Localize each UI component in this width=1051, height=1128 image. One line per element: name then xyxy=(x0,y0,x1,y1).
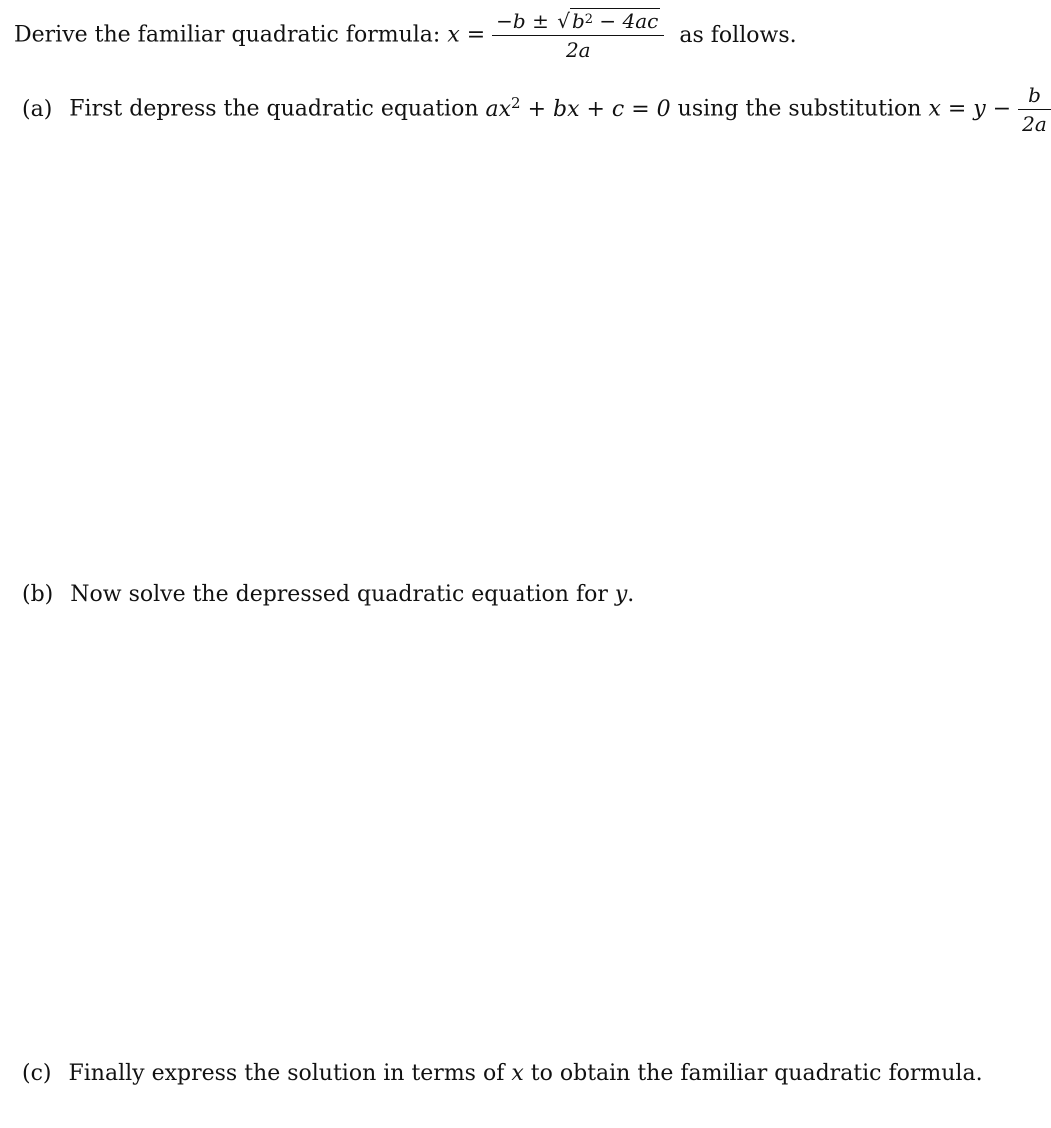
formula-numerator xyxy=(492,10,664,36)
part-c-text-before: Finally express the solution in terms of xyxy=(68,1061,505,1086)
part-a-eq-rest: + bx + c = 0 xyxy=(520,96,671,122)
part-b-line xyxy=(22,582,634,608)
sqrt-exponent: 2 xyxy=(584,12,594,27)
intro-equals: = xyxy=(466,22,486,48)
intro-lead: Derive the familiar quadratic formula: xyxy=(14,22,441,48)
part-a-eq-exponent: 2 xyxy=(511,93,521,112)
part-a-eq-ax: ax xyxy=(485,96,512,122)
formula-sqrt xyxy=(555,10,660,32)
part-a-text-before: First depress the quadratic equation xyxy=(69,96,479,122)
substitution-denominator: 2a xyxy=(1022,112,1047,136)
intro-tail: as follows. xyxy=(679,22,797,48)
part-c-label: (c) xyxy=(22,1061,52,1086)
sqrt-rest: − 4ac xyxy=(593,9,659,33)
part-b-label: (b) xyxy=(22,582,54,607)
part-a-sub-lhs: x = y − xyxy=(928,96,1012,122)
formula-denominator: 2a xyxy=(565,38,591,62)
sqrt-symbol: √ xyxy=(557,9,570,33)
part-c-var: x xyxy=(511,1061,524,1086)
part-a-line xyxy=(22,84,1051,135)
intro-line xyxy=(14,10,797,61)
quadratic-formula-fraction xyxy=(492,10,664,61)
part-a-text-mid: using the substitution xyxy=(677,96,922,122)
part-a-equation xyxy=(485,93,671,122)
formula-neg-b: −b ± xyxy=(496,9,549,33)
part-c-text-after: to obtain the familiar quadratic formula. xyxy=(530,1061,983,1086)
part-c-line xyxy=(22,1061,983,1087)
substitution-numerator: b xyxy=(1018,84,1051,110)
sqrt-radicand xyxy=(570,8,660,33)
substitution-fraction xyxy=(1018,84,1051,135)
sqrt-b: b xyxy=(571,9,585,33)
part-b-end: . xyxy=(627,582,635,607)
part-a-label: (a) xyxy=(22,96,53,122)
intro-var: x xyxy=(447,22,460,48)
part-b-var: y xyxy=(614,582,628,607)
part-b-text: Now solve the depressed quadratic equation for xyxy=(70,582,608,607)
